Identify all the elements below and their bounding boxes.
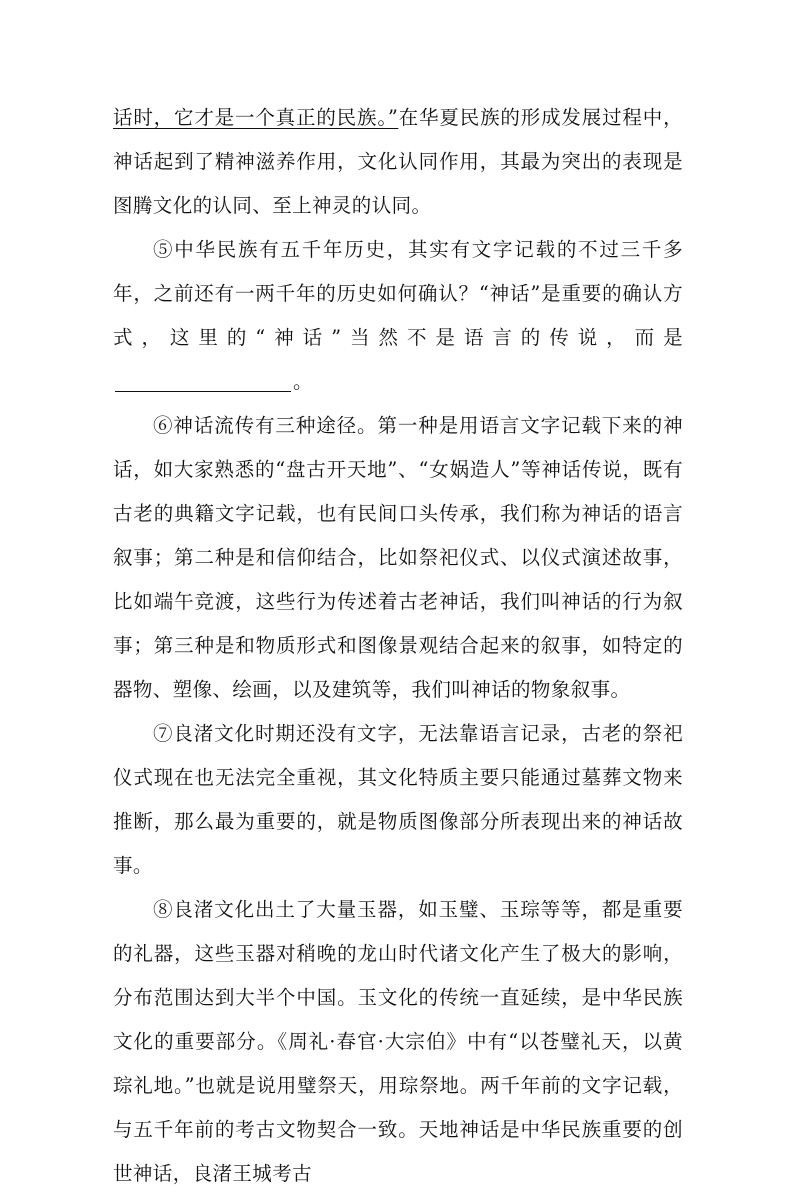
- article-body: [113, 96, 683, 1196]
- paragraph-7-text: ⑦良渚文化时期还没有文字，无法靠语言记录，古老的祭祀仪式现在也无法完全重视，其文化特质主要只能通过墓葬文物来推断，那么最为重要的，就是物质图像部分所表现出来的神话故事。: [113, 722, 683, 877]
- underlined-quote-end: 话时，它才是一个真正的民族。”: [113, 106, 399, 129]
- paragraph-5-text: ⑤中华民族有五千年历史，其实有文字记载的不过三千多年，之前还有一两千年的历史如何确认？“神话”是重要的确认方式，这里的“神话”当然不是语言的传说，而是: [113, 238, 683, 349]
- paragraph-7: [113, 712, 683, 888]
- answer-blank[interactable]: [115, 371, 291, 392]
- paragraph-continued: [113, 96, 683, 228]
- paragraph-5: [113, 228, 683, 404]
- paragraph-6: [113, 404, 683, 712]
- paragraph-6-text: ⑥神话流传有三种途径。第一种是用语言文字记载下来的神话，如大家熟悉的“盘古开天地”、“女娲造人”等神话传说，既有古老的典籍文字记载，也有民间口头传承，我们称为神话的语言叙事；第二种是和信仰结合，比如祭祀仪式、以仪式演述故事，比如端午竞渡，这些行为传述着古老神话，我们叫神话的行为叙事；第三种是和物质形式和图像景观结合起来的叙事，如特定的器物、塑像、绘画，以及建筑等，我们叫神话的物象叙事。: [113, 414, 683, 701]
- paragraph-8-text: ⑧良渚文化出土了大量玉器，如玉璧、玉琮等等，都是重要的礼器，这些玉器对稍晚的龙山时代诸文化产生了极大的影响，分布范围达到大半个中国。玉文化的传统一直延续，是中华民族文化的重要部分。《周礼·春官·大宗伯》中有“以苍璧礼天，以黄琮礼地。”也就是说用璧祭天，用琮祭地。两千年前的文字记载，与五千年前的考古文物契合一致。天地神话是中华民族重要的创世神话，良渚王城考古: [113, 898, 683, 1185]
- paragraph-continued-text: 在华夏民族的形成发展过程中，神话起到了精神滋养作用，文化认同作用，其最为突出的表现是图腾文化的认同、至上神灵的认同。: [113, 106, 683, 217]
- paragraph-8: [113, 888, 683, 1196]
- paragraph-5-end: 。: [293, 370, 313, 393]
